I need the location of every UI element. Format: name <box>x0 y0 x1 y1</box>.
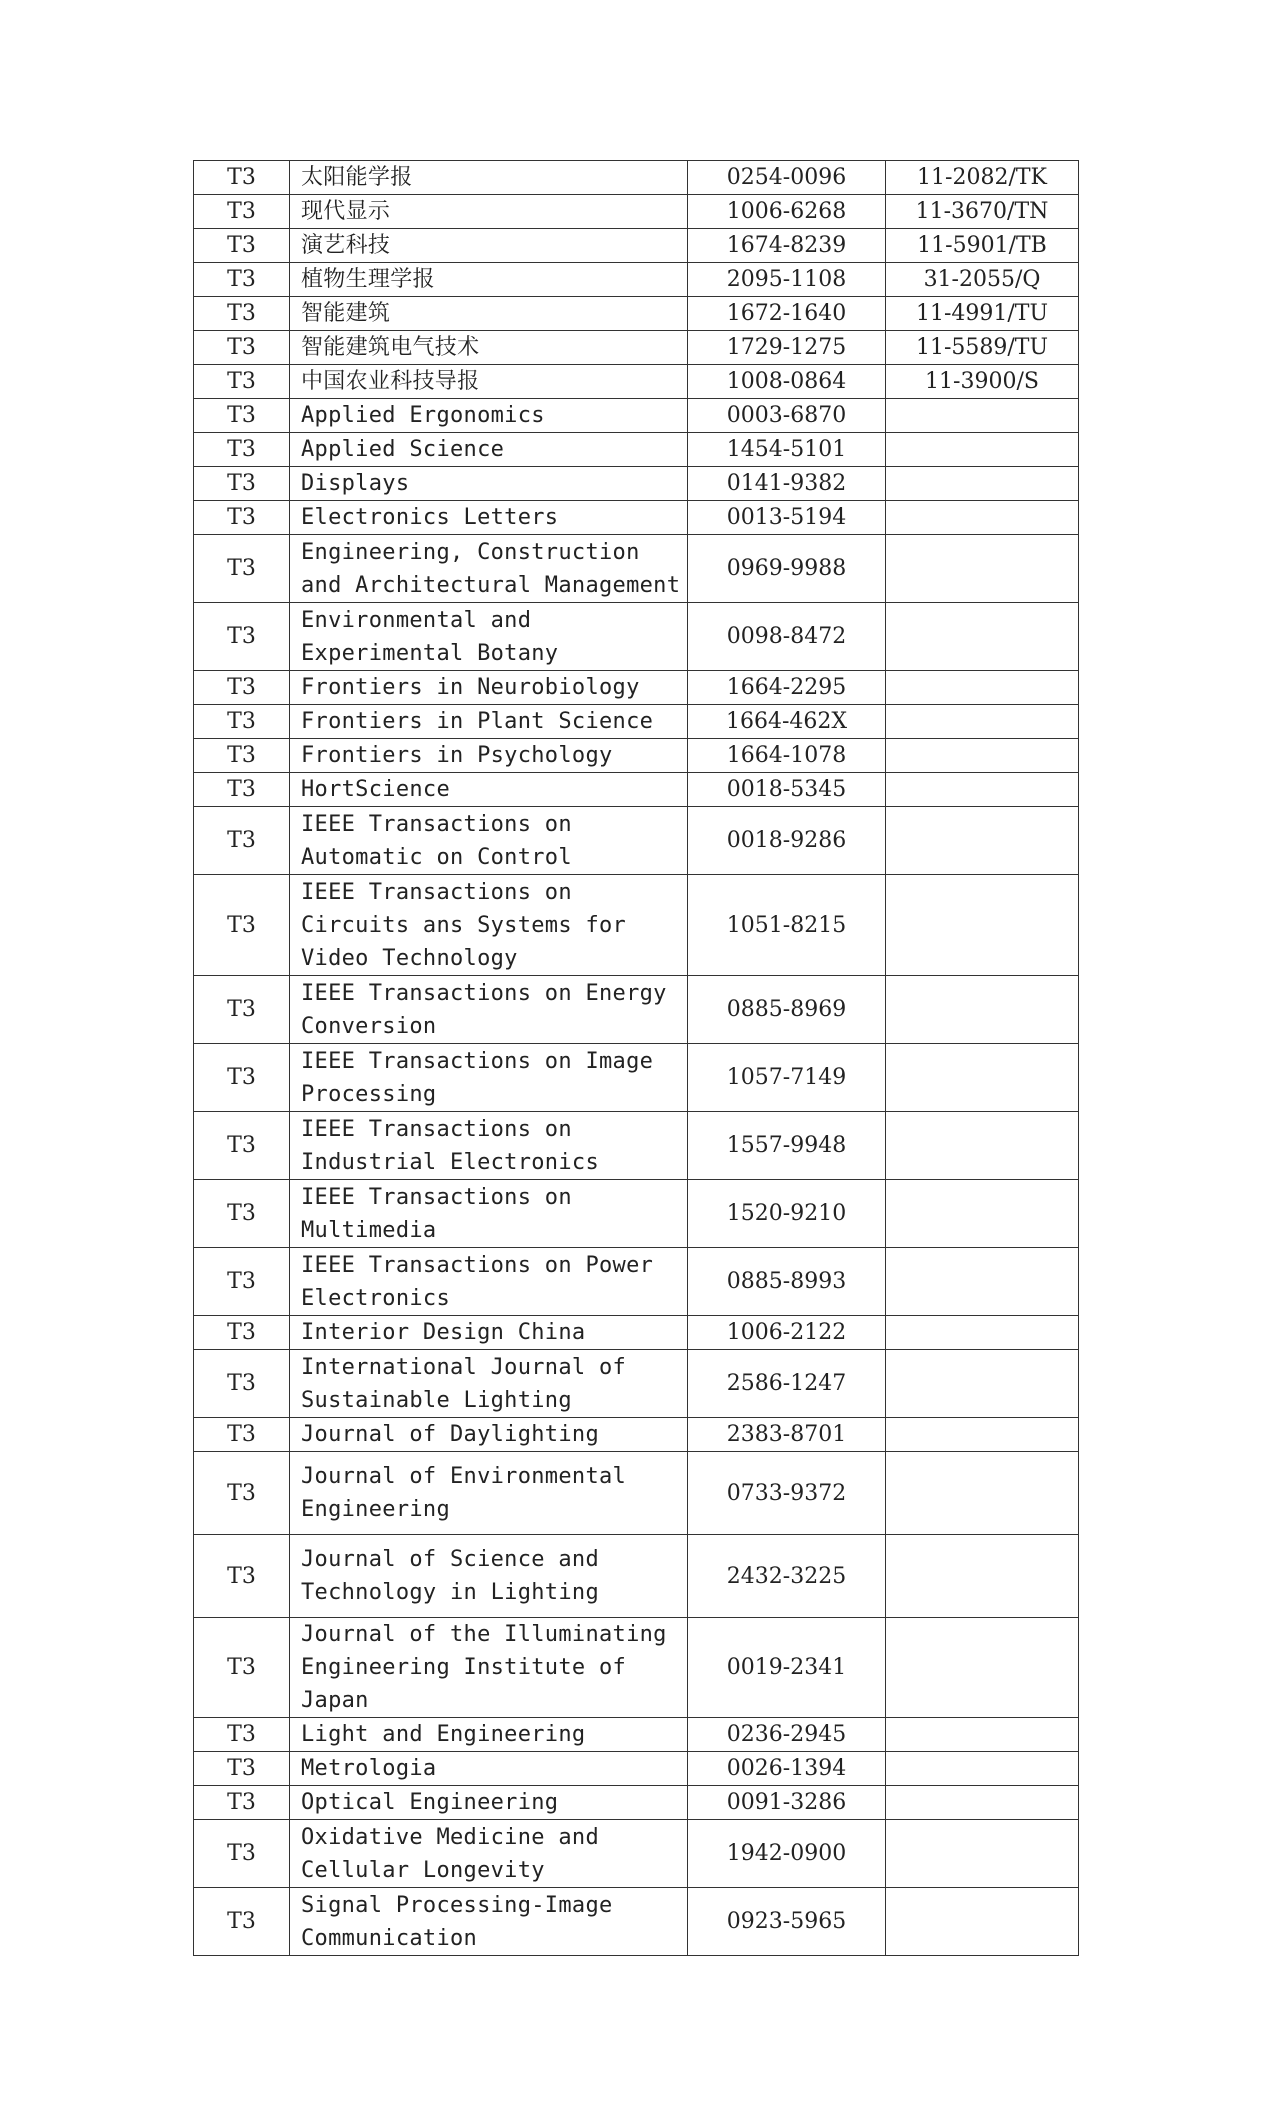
issn-cell: 1454-5101 <box>688 433 886 467</box>
tier-cell: T3 <box>194 1316 290 1350</box>
table-row <box>194 297 1079 331</box>
tier-cell: T3 <box>194 773 290 807</box>
cn-number-cell: 31-2055/Q <box>886 263 1079 297</box>
issn-cell: 0885-8993 <box>688 1248 886 1316</box>
tier-cell: T3 <box>194 807 290 875</box>
table-row <box>194 1112 1079 1180</box>
issn-cell: 2432-3225 <box>688 1535 886 1618</box>
issn-cell: 0969-9988 <box>688 535 886 603</box>
table-row <box>194 535 1079 603</box>
issn-cell: 1672-1640 <box>688 297 886 331</box>
journal-title-cell: HortScience <box>290 773 688 807</box>
cn-number-cell <box>886 467 1079 501</box>
issn-cell: 2383-8701 <box>688 1418 886 1452</box>
journal-title-cell: Journal of Environmental Engineering <box>290 1452 688 1535</box>
journal-title-cell: Metrologia <box>290 1752 688 1786</box>
tier-cell: T3 <box>194 535 290 603</box>
issn-cell: 0019-2341 <box>688 1618 886 1718</box>
journal-title-cell: Journal of the Illuminating Engineering Institute of Japan <box>290 1618 688 1718</box>
table-row <box>194 1718 1079 1752</box>
journal-title-cell: Frontiers in Psychology <box>290 739 688 773</box>
tier-cell: T3 <box>194 1718 290 1752</box>
cn-number-cell <box>886 875 1079 976</box>
journal-title-cell: 智能建筑 <box>290 297 688 331</box>
table-row <box>194 161 1079 195</box>
tier-cell: T3 <box>194 1180 290 1248</box>
journal-title-cell: IEEE Transactions on Automatic on Control <box>290 807 688 875</box>
journal-title-cell: IEEE Transactions on Energy Conversion <box>290 976 688 1044</box>
issn-cell: 1520-9210 <box>688 1180 886 1248</box>
issn-cell: 0885-8969 <box>688 976 886 1044</box>
table-row <box>194 603 1079 671</box>
issn-cell: 1729-1275 <box>688 331 886 365</box>
table-row <box>194 1786 1079 1820</box>
tier-cell: T3 <box>194 603 290 671</box>
issn-cell: 0091-3286 <box>688 1786 886 1820</box>
tier-cell: T3 <box>194 1044 290 1112</box>
tier-cell: T3 <box>194 1418 290 1452</box>
journal-title-cell: Frontiers in Neurobiology <box>290 671 688 705</box>
cn-number-cell <box>886 1180 1079 1248</box>
table-row <box>194 1418 1079 1452</box>
cn-number-cell <box>886 1350 1079 1418</box>
cn-number-cell: 11-5901/TB <box>886 229 1079 263</box>
issn-cell: 2095-1108 <box>688 263 886 297</box>
tier-cell: T3 <box>194 1535 290 1618</box>
table-row <box>194 875 1079 976</box>
issn-cell: 0026-1394 <box>688 1752 886 1786</box>
cn-number-cell <box>886 1888 1079 1956</box>
journal-title-cell: 现代显示 <box>290 195 688 229</box>
issn-cell: 1557-9948 <box>688 1112 886 1180</box>
table-row <box>194 399 1079 433</box>
tier-cell: T3 <box>194 1112 290 1180</box>
table-row <box>194 331 1079 365</box>
journal-title-cell: Journal of Daylighting <box>290 1418 688 1452</box>
journal-title-cell: Interior Design China <box>290 1316 688 1350</box>
cn-number-cell <box>886 739 1079 773</box>
cn-number-cell <box>886 1316 1079 1350</box>
cn-number-cell <box>886 1452 1079 1535</box>
cn-number-cell <box>886 433 1079 467</box>
cn-number-cell <box>886 1820 1079 1888</box>
table-row <box>194 739 1079 773</box>
issn-cell: 0236-2945 <box>688 1718 886 1752</box>
cn-number-cell <box>886 535 1079 603</box>
tier-cell: T3 <box>194 1888 290 1956</box>
tier-cell: T3 <box>194 467 290 501</box>
journal-title-cell: 演艺科技 <box>290 229 688 263</box>
journal-title-cell: Electronics Letters <box>290 501 688 535</box>
tier-cell: T3 <box>194 739 290 773</box>
tier-cell: T3 <box>194 331 290 365</box>
issn-cell: 0018-9286 <box>688 807 886 875</box>
journal-title-cell: Oxidative Medicine and Cellular Longevity <box>290 1820 688 1888</box>
table-row <box>194 365 1079 399</box>
cn-number-cell <box>886 976 1079 1044</box>
cn-number-cell <box>886 1718 1079 1752</box>
issn-cell: 0003-6870 <box>688 399 886 433</box>
cn-number-cell <box>886 773 1079 807</box>
tier-cell: T3 <box>194 1618 290 1718</box>
journal-title-cell: Signal Processing-Image Communication <box>290 1888 688 1956</box>
table-row <box>194 467 1079 501</box>
cn-number-cell <box>886 1112 1079 1180</box>
journal-title-cell: IEEE Transactions on Industrial Electronics <box>290 1112 688 1180</box>
cn-number-cell <box>886 807 1079 875</box>
issn-cell: 1006-6268 <box>688 195 886 229</box>
cn-number-cell <box>886 1535 1079 1618</box>
issn-cell: 0254-0096 <box>688 161 886 195</box>
cn-number-cell <box>886 1786 1079 1820</box>
tier-cell: T3 <box>194 433 290 467</box>
journal-title-cell: 智能建筑电气技术 <box>290 331 688 365</box>
table-row <box>194 705 1079 739</box>
table-row <box>194 1248 1079 1316</box>
journal-title-cell: 太阳能学报 <box>290 161 688 195</box>
cn-number-cell <box>886 1618 1079 1718</box>
issn-cell: 1008-0864 <box>688 365 886 399</box>
table-row <box>194 1350 1079 1418</box>
journal-title-cell: Light and Engineering <box>290 1718 688 1752</box>
tier-cell: T3 <box>194 1752 290 1786</box>
cn-number-cell <box>886 671 1079 705</box>
issn-cell: 2586-1247 <box>688 1350 886 1418</box>
journal-title-cell: Applied Science <box>290 433 688 467</box>
journal-title-cell: IEEE Transactions on Power Electronics <box>290 1248 688 1316</box>
cn-number-cell <box>886 501 1079 535</box>
tier-cell: T3 <box>194 229 290 263</box>
issn-cell: 1942-0900 <box>688 1820 886 1888</box>
tier-cell: T3 <box>194 365 290 399</box>
journal-table <box>193 160 1079 1956</box>
cn-number-cell <box>886 1248 1079 1316</box>
issn-cell: 1051-8215 <box>688 875 886 976</box>
tier-cell: T3 <box>194 297 290 331</box>
tier-cell: T3 <box>194 705 290 739</box>
issn-cell: 0141-9382 <box>688 467 886 501</box>
tier-cell: T3 <box>194 1820 290 1888</box>
tier-cell: T3 <box>194 501 290 535</box>
issn-cell: 1664-2295 <box>688 671 886 705</box>
table-row <box>194 1618 1079 1718</box>
journal-title-cell: Optical Engineering <box>290 1786 688 1820</box>
journal-title-cell: Journal of Science and Technology in Lighting <box>290 1535 688 1618</box>
journal-title-cell: 植物生理学报 <box>290 263 688 297</box>
journal-title-cell: IEEE Transactions on Multimedia <box>290 1180 688 1248</box>
tier-cell: T3 <box>194 1248 290 1316</box>
table-row <box>194 501 1079 535</box>
cn-number-cell <box>886 1418 1079 1452</box>
issn-cell: 1664-1078 <box>688 739 886 773</box>
journal-title-cell: Frontiers in Plant Science <box>290 705 688 739</box>
table-row <box>194 1044 1079 1112</box>
table-row <box>194 229 1079 263</box>
cn-number-cell: 11-3900/S <box>886 365 1079 399</box>
journal-title-cell: Environmental and Experimental Botany <box>290 603 688 671</box>
table-row <box>194 263 1079 297</box>
issn-cell: 0018-5345 <box>688 773 886 807</box>
cn-number-cell: 11-4991/TU <box>886 297 1079 331</box>
cn-number-cell: 11-2082/TK <box>886 161 1079 195</box>
table-row <box>194 1180 1079 1248</box>
cn-number-cell <box>886 399 1079 433</box>
tier-cell: T3 <box>194 263 290 297</box>
issn-cell: 1006-2122 <box>688 1316 886 1350</box>
tier-cell: T3 <box>194 1786 290 1820</box>
journal-title-cell: IEEE Transactions on Image Processing <box>290 1044 688 1112</box>
issn-cell: 0013-5194 <box>688 501 886 535</box>
tier-cell: T3 <box>194 1350 290 1418</box>
table-row <box>194 1752 1079 1786</box>
tier-cell: T3 <box>194 1452 290 1535</box>
journal-title-cell: International Journal of Sustainable Lighting <box>290 1350 688 1418</box>
cn-number-cell <box>886 705 1079 739</box>
cn-number-cell: 11-3670/TN <box>886 195 1079 229</box>
cn-number-cell: 11-5589/TU <box>886 331 1079 365</box>
tier-cell: T3 <box>194 671 290 705</box>
table-row <box>194 671 1079 705</box>
cn-number-cell <box>886 1752 1079 1786</box>
cn-number-cell <box>886 1044 1079 1112</box>
journal-title-cell: Applied Ergonomics <box>290 399 688 433</box>
journal-title-cell: IEEE Transactions on Circuits ans Systems for Video Technology <box>290 875 688 976</box>
table-row <box>194 1888 1079 1956</box>
tier-cell: T3 <box>194 195 290 229</box>
tier-cell: T3 <box>194 875 290 976</box>
table-row <box>194 433 1079 467</box>
issn-cell: 1664-462X <box>688 705 886 739</box>
table-row <box>194 1316 1079 1350</box>
tier-cell: T3 <box>194 399 290 433</box>
table-row <box>194 1820 1079 1888</box>
cn-number-cell <box>886 603 1079 671</box>
table-row <box>194 1535 1079 1618</box>
journal-title-cell: Displays <box>290 467 688 501</box>
tier-cell: T3 <box>194 976 290 1044</box>
issn-cell: 0923-5965 <box>688 1888 886 1956</box>
journal-table-body <box>194 161 1079 1956</box>
issn-cell: 1674-8239 <box>688 229 886 263</box>
table-row <box>194 773 1079 807</box>
tier-cell: T3 <box>194 161 290 195</box>
issn-cell: 1057-7149 <box>688 1044 886 1112</box>
table-row <box>194 976 1079 1044</box>
issn-cell: 0733-9372 <box>688 1452 886 1535</box>
table-row <box>194 1452 1079 1535</box>
journal-title-cell: 中国农业科技导报 <box>290 365 688 399</box>
table-row <box>194 807 1079 875</box>
journal-title-cell: Engineering, Construction and Architectural Management <box>290 535 688 603</box>
table-row <box>194 195 1079 229</box>
issn-cell: 0098-8472 <box>688 603 886 671</box>
